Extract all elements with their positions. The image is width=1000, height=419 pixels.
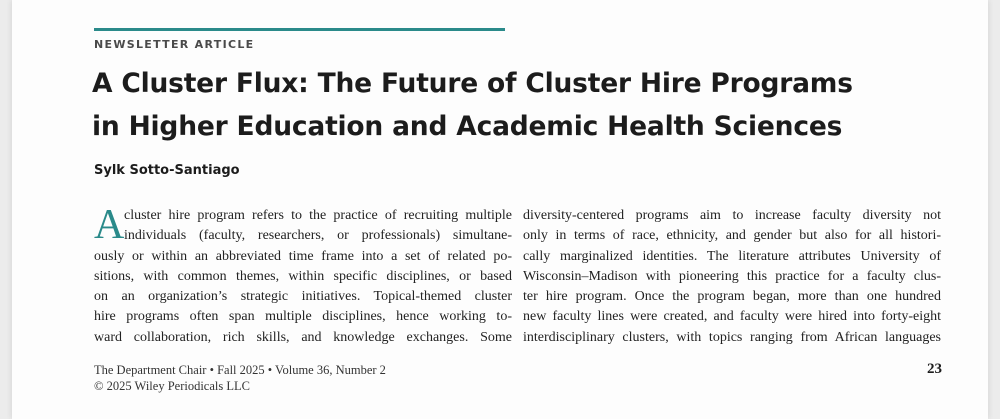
body-column-left	[94, 202, 512, 348]
copyright-notice: © 2025 Wiley Periodicals LLC	[94, 379, 250, 393]
body-line: cluster hire program refers to the practice of recruiting multiple	[124, 208, 512, 223]
section-rule	[94, 28, 505, 31]
section-kicker: NEWSLETTER ARTICLE	[94, 38, 255, 51]
title-line: in Higher Education and Academic Health Sciences	[92, 111, 843, 142]
body-line: on an organization’s strategic initiatives. Topical-themed cluster	[94, 289, 512, 305]
body-line: sitions, with common themes, within specific disciplines, or based	[94, 268, 512, 284]
body-line: interdisciplinary clusters, with topics ranging from African languages	[523, 329, 941, 345]
body-line: hire programs often span multiple disciplines, hence working to-	[94, 309, 512, 325]
title-line: A Cluster Flux: The Future of Cluster Hire Programs	[92, 68, 853, 99]
article-page	[12, 0, 988, 419]
page-footer	[94, 362, 386, 394]
body-line: cally marginalized identities. The literature attributes University of	[523, 248, 941, 264]
body-line: only in terms of race, ethnicity, and gender but also for all histori-	[523, 228, 941, 244]
body-line: diversity-centered programs aim to increase faculty diversity not	[523, 208, 941, 223]
page-number: 23	[927, 361, 942, 377]
body-line: ter hire program. Once the program began, more than one hundred	[523, 289, 941, 305]
author-name: Sylk Sotto-Santiago	[94, 163, 240, 178]
body-line: Wisconsin–Madison with pioneering this practice for a faculty clus-	[523, 268, 941, 284]
body-line: ward collaboration, rich skills, and knowledge exchanges. Some	[94, 329, 512, 345]
body-line: individuals (faculty, researchers, or professionals) simultane-	[124, 228, 512, 244]
body-line: new faculty lines were created, and faculty were hired into forty-eight	[523, 309, 941, 325]
article-title	[92, 62, 892, 148]
body-column-right	[523, 206, 941, 348]
drop-cap: A	[94, 202, 125, 248]
body-line: ously or within an abbreviated time frame into a set of related po-	[94, 248, 512, 264]
journal-citation: The Department Chair • Fall 2025 • Volume 36, Number 2	[94, 363, 386, 377]
